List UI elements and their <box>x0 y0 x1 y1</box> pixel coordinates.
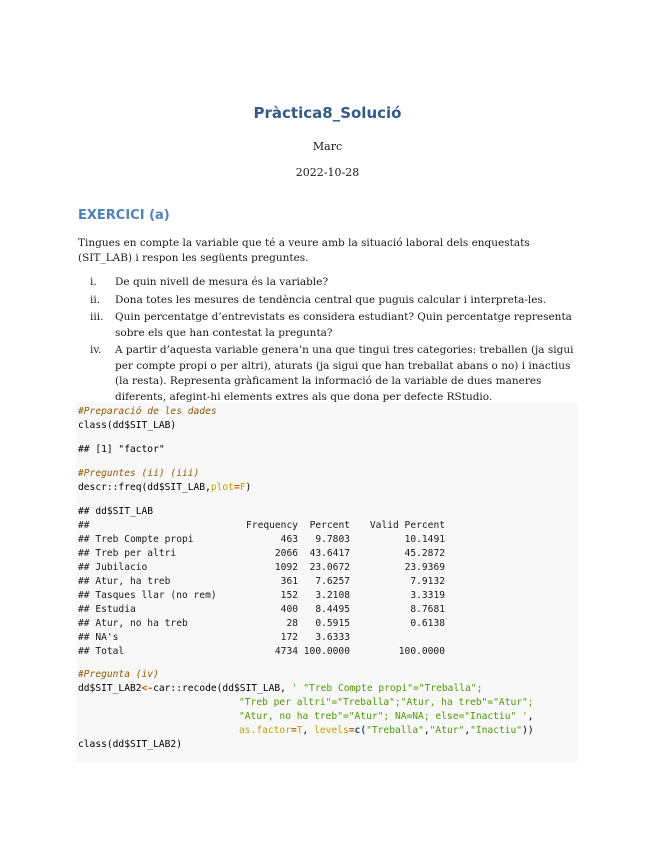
table-cell: ## Treb Compte propi <box>78 534 194 545</box>
frequency-table <box>78 519 445 659</box>
table-cell: 28 <box>286 618 298 629</box>
question-text: Quin percentatge d’entrevistats es considera estudiant? Quin percentatge representa sobre els que han contestat la pregunta? <box>115 311 572 339</box>
table-row <box>78 533 445 547</box>
table-cell: 0.6138 <box>410 618 445 629</box>
table-cell: 45.2872 <box>404 548 445 559</box>
table-row <box>78 589 445 603</box>
code-line: "Atur, no ha treb"="Atur"; NA=NA; else="Inactiu" ', <box>239 711 534 722</box>
frequency-table-wrap <box>78 519 445 659</box>
table-cell: 9.7803 <box>315 534 350 545</box>
table-row <box>78 645 445 659</box>
question-number: iii. <box>90 311 104 323</box>
table-row <box>78 603 445 617</box>
table-cell: 7.6257 <box>315 576 350 587</box>
table-cell: 2066 <box>274 548 298 559</box>
table-cell: 3.2108 <box>315 590 350 601</box>
table-header-cell: ## <box>78 520 90 531</box>
question-number: ii. <box>90 293 101 306</box>
table-cell: ## Total <box>78 646 125 657</box>
table-cell: 3.3319 <box>410 590 445 601</box>
table-cell <box>350 631 445 645</box>
code-line: "Treb per altri"="Treballa";"Atur, ha treb"="Atur"; <box>239 697 534 708</box>
table-cell: 43.6417 <box>309 548 350 559</box>
table-cell: 4734 <box>274 646 298 657</box>
table-cell: 100.0000 <box>398 646 445 657</box>
table-cell: ## NA's <box>78 632 119 643</box>
question-item <box>78 275 578 291</box>
table-cell: 152 <box>280 590 298 601</box>
table-cell: ## Tasques llar (no rem) <box>78 590 217 601</box>
document-title: Pràctica8_Solució <box>253 104 402 122</box>
table-cell: 23.9369 <box>404 562 445 573</box>
table-row <box>78 561 445 575</box>
table-row <box>78 547 445 561</box>
table-cell: 361 <box>280 576 298 587</box>
code-line: class(dd$SIT_LAB2) <box>78 739 182 750</box>
table-row <box>78 617 445 631</box>
table-cell: 463 <box>280 534 298 545</box>
table-cell: ## Treb per altri <box>78 548 177 559</box>
question-item <box>78 310 578 341</box>
table-header-cell: Percent <box>309 520 350 531</box>
question-text: A partir d’aquesta variable genera’n una que tingui tres categories: treballen (ja sigui per compte propi o per altri), aturats (ja sigui que han treballat abans o no) i inactius (la resta). Representa gràficament la informació de la variable de dues maneres diferents, afegint-hi elements extres als que dona per defecte RStudio. <box>115 344 574 403</box>
code-comment: #Preparació de les dades <box>78 406 217 417</box>
table-row <box>78 631 445 645</box>
question-list <box>78 275 578 407</box>
code-output: ## [1] "factor" <box>78 444 165 455</box>
code-line: class(dd$SIT_LAB) <box>78 420 177 431</box>
table-cell: 3.6333 <box>315 632 350 643</box>
code-line: as.factor=T, levels=c("Treballa","Atur","Inactiu")) <box>239 725 534 736</box>
code-comment: #Preguntes (ii) (iii) <box>78 468 200 479</box>
table-header-cell: Frequency <box>246 520 298 531</box>
table-cell: ## Atur, ha treb <box>78 576 171 587</box>
code-comment: #Pregunta (iv) <box>78 669 159 680</box>
question-number: i. <box>90 276 97 288</box>
table-header-row <box>78 519 445 533</box>
table-cell: 8.7681 <box>410 604 445 615</box>
table-cell: ## Jubilacio <box>78 562 148 573</box>
table-cell: 172 <box>280 632 298 643</box>
table-cell: 10.1491 <box>404 534 445 545</box>
table-cell: ## Atur, no ha treb <box>78 618 188 629</box>
table-cell: ## Estudia <box>78 604 136 615</box>
question-item <box>78 343 578 405</box>
table-cell: 8.4495 <box>315 604 350 615</box>
question-text: De quin nivell de mesura és la variable? <box>115 276 329 288</box>
intro-paragraph: Tingues en compte la variable que té a veure amb la situació laboral dels enquestats (SIT_LAB) i respon les següents preguntes. <box>78 237 530 264</box>
code-line: descr::freq(dd$SIT_LAB,plot=F) <box>78 482 252 493</box>
section-heading: EXERCICI (a) <box>78 208 170 223</box>
table-cell: 1092 <box>274 562 298 573</box>
table-cell: 0.5915 <box>315 618 350 629</box>
table-header-cell: Valid Percent <box>369 520 445 531</box>
document-author: Marc <box>312 140 343 153</box>
document-date: 2022-10-28 <box>295 166 360 179</box>
question-text: Dona totes les mesures de tendència central que puguis calcular i interpreta-les. <box>115 293 547 306</box>
code-line: dd$SIT_LAB2<-car::recode(dd$SIT_LAB, ' "Treb Compte propi"="Treballa"; <box>78 683 483 694</box>
question-number: iv. <box>90 344 102 356</box>
table-cell: 23.0672 <box>309 562 350 573</box>
code-output: ## dd$SIT_LAB <box>78 506 154 517</box>
table-cell: 400 <box>280 604 298 615</box>
table-row <box>78 575 445 589</box>
table-cell: 7.9132 <box>410 576 445 587</box>
question-item <box>78 293 578 309</box>
table-cell: 100.0000 <box>303 646 350 657</box>
